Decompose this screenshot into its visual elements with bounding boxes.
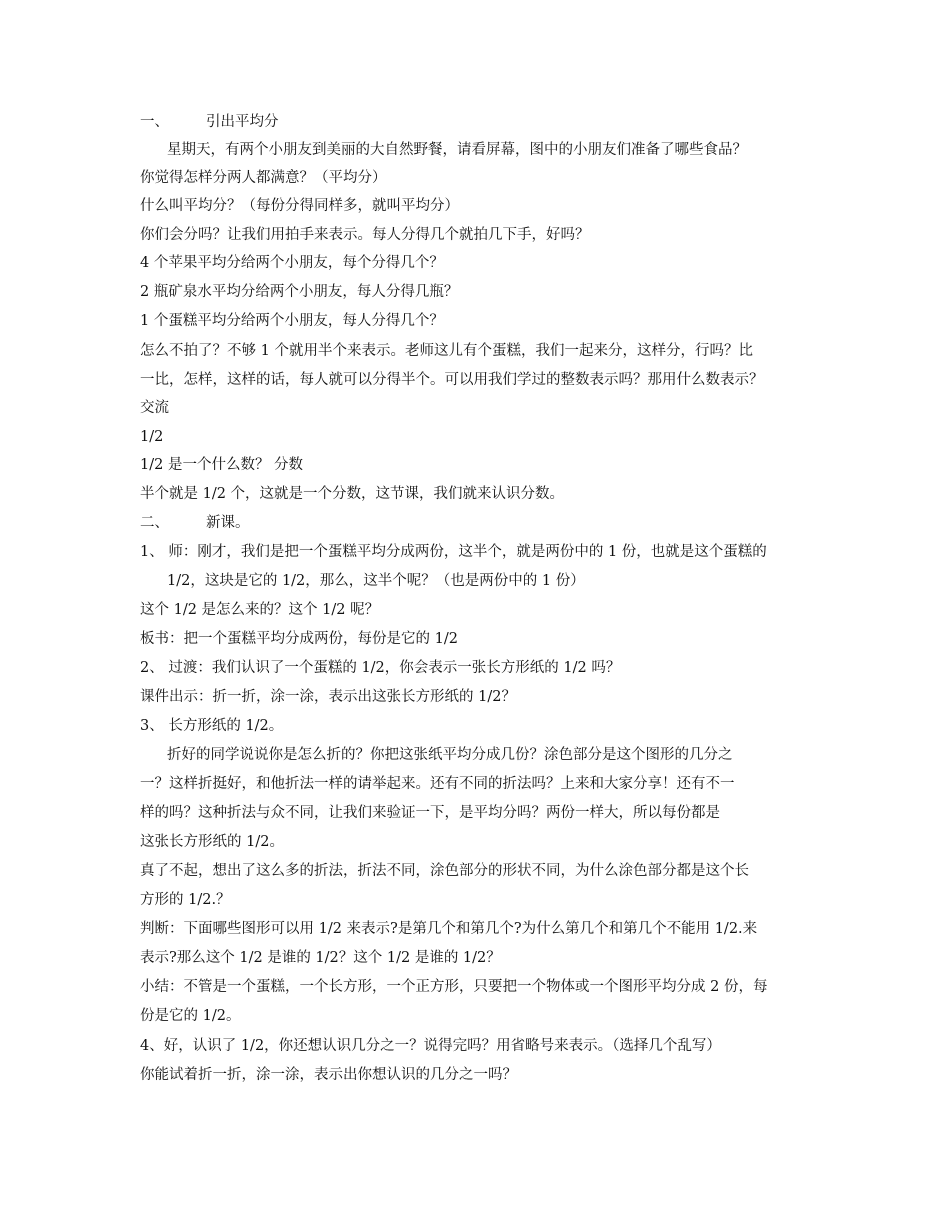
paragraph: 这张长方形纸的 1/2。 <box>140 834 284 850</box>
paragraph: 份是它的 1/2。 <box>140 1008 241 1024</box>
paragraph: 怎么不拍了？不够 1 个就用半个来表示。老师这儿有个蛋糕，我们一起来分，这样分，行吗？比 <box>140 343 753 359</box>
paragraph: 4 个苹果平均分给两个小朋友，每个分得几个？ <box>140 255 444 271</box>
paragraph: 板书：把一个蛋糕平均分成两份，每份是它的 1/2 <box>140 631 458 647</box>
paragraph: 1/2，这块是它的 1/2，那么，这半个呢？（也是两份中的 1 份） <box>167 573 585 589</box>
paragraph: 样的吗？这种折法与众不同，让我们来验证一下，是平均分吗？两份一样大，所以每份都是 <box>140 805 720 821</box>
paragraph: 这个 1/2 是怎么来的？这个 1/2 呢？ <box>140 602 380 618</box>
paragraph: 你们会分吗？让我们用拍手来表示。每人分得几个就拍几下手，好吗？ <box>140 227 590 243</box>
paragraph: 小结：不管是一个蛋糕，一个长方形，一个正方形，只要把一个物体或一个图形平均分成 2 份，每 <box>140 979 768 995</box>
paragraph: 半个就是 1/2 个，这就是一个分数，这节课，我们就来认识分数。 <box>140 486 565 502</box>
paragraph: 你能试着折一折，涂一涂，表示出你想认识的几分之一吗？ <box>140 1067 517 1083</box>
paragraph: 什么叫平均分？（每份分得同样多，就叫平均分） <box>140 198 459 214</box>
section-number: 一、 <box>140 114 169 130</box>
paragraph: 方形的 1/2.？ <box>140 892 231 908</box>
section-number: 二、 <box>140 515 169 531</box>
paragraph: 3、 长方形纸的 1/2。 <box>140 718 284 734</box>
paragraph: 折好的同学说说你是怎么折的？你把这张纸平均分成几份？涂色部分是这个图形的几分之 <box>167 747 733 763</box>
paragraph: 一比，怎样，这样的话，每人就可以分得半个。可以用我们学过的整数表示吗？那用什么数表示？ <box>140 372 764 388</box>
paragraph: 4、好，认识了 1/2，你还想认识几分之一？说得完吗？用省略号来表示。（选择几个乱写） <box>140 1038 721 1054</box>
section-heading-1 <box>140 112 279 132</box>
section-heading-2 <box>140 513 250 533</box>
paragraph: 交流 <box>140 400 169 416</box>
section-title: 引出平均分 <box>206 114 279 130</box>
paragraph: 1/2 是一个什么数？ 分数 <box>140 457 304 473</box>
paragraph: 一？这样折挺好，和他折法一样的请举起来。还有不同的折法吗？上来和大家分享！还有不一 <box>140 776 735 792</box>
paragraph: 1、 师：刚才，我们是把一个蛋糕平均分成两份，这半个，就是两份中的 1 份，也就是这个蛋糕的 <box>140 544 767 560</box>
paragraph: 真了不起，想出了这么多的折法，折法不同，涂色部分的形状不同，为什么涂色部分都是这个长 <box>140 863 749 879</box>
section-title: 新课。 <box>206 515 250 531</box>
paragraph: 表示?那么这个 1/2 是谁的 1/2？这个 1/2 是谁的 1/2？ <box>140 950 501 966</box>
paragraph: 1/2 <box>140 429 164 445</box>
paragraph: 课件出示：折一折，涂一涂，表示出这张长方形纸的 1/2？ <box>140 689 516 705</box>
paragraph: 判断：下面哪些图形可以用 1/2 来表示?是第几个和第几个?为什么第几个和第几个不能用 1/2.来 <box>140 921 758 937</box>
paragraph: 你觉得怎样分两人都满意？（平均分） <box>140 170 387 186</box>
paragraph: 2 瓶矿泉水平均分给两个小朋友，每人分得几瓶？ <box>140 284 459 300</box>
paragraph: 1 个蛋糕平均分给两个小朋友，每人分得几个？ <box>140 313 444 329</box>
paragraph: 星期天，有两个小朋友到美丽的大自然野餐，请看屏幕，图中的小朋友们准备了哪些食品？ <box>167 142 747 158</box>
paragraph: 2、 过渡：我们认识了一个蛋糕的 1/2，你会表示一张长方形纸的 1/2 吗？ <box>140 660 621 676</box>
